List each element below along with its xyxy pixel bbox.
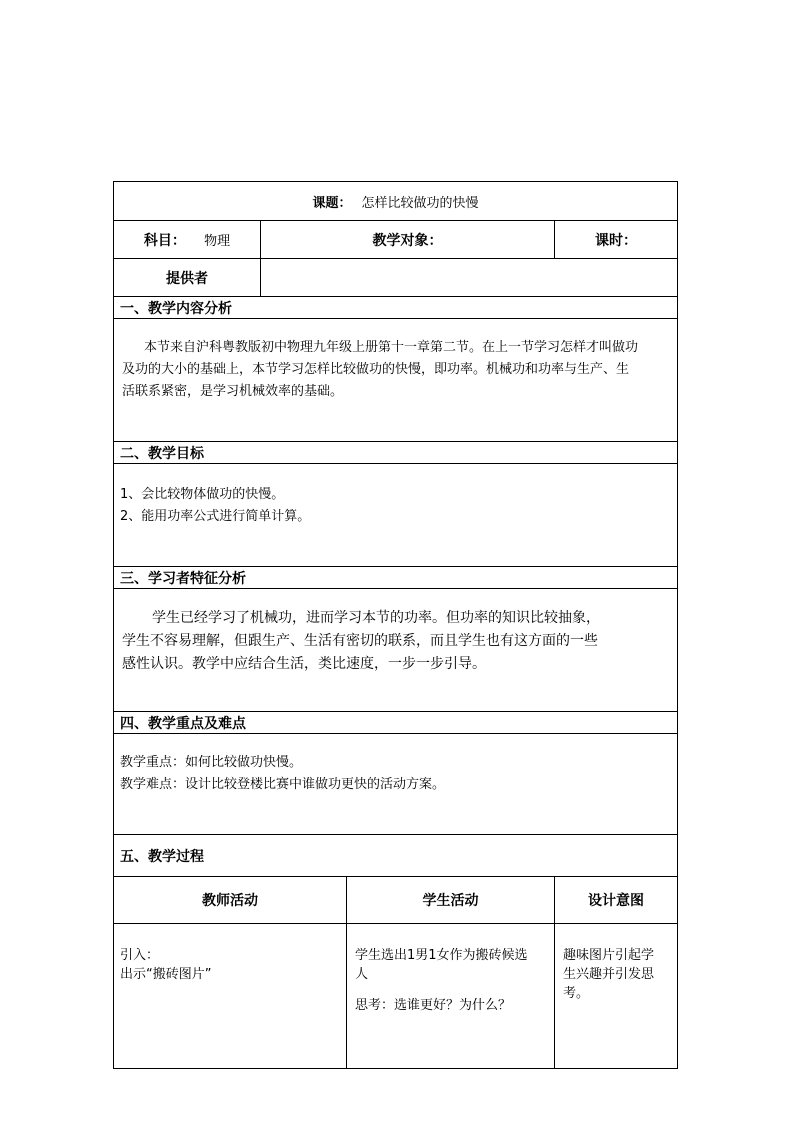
- section-heading: 五、教学过程: [114, 835, 678, 877]
- col-teacher-activity: 教师活动: [114, 877, 347, 924]
- topic-label: 课题：: [312, 195, 352, 211]
- keypoints-cell: [114, 734, 678, 835]
- audience-label: 教学对象：: [261, 221, 555, 259]
- col-design-intent: 设计意图: [555, 877, 678, 924]
- topic-row: [114, 182, 678, 221]
- section-heading-row: [114, 835, 678, 877]
- content-line: 及功的大小的基础上，本节学习怎样比较做功的快慢，即功率。机械功和功率与生产、生: [122, 362, 630, 377]
- keypoint-item: 教学难点：设计比较登楼比赛中谁做功更快的活动方案。: [120, 777, 446, 792]
- process-header-row: [114, 877, 678, 924]
- section-heading-row: [114, 297, 678, 319]
- topic-cell: [114, 182, 678, 221]
- learners-line: 学生不容易理解，但跟生产、生活有密切的联系，而且学生也有这方面的一些: [122, 633, 598, 649]
- process-row: [114, 924, 678, 1069]
- student-activity-cell: [347, 924, 555, 1069]
- intent-line: 生兴趣并引发思: [563, 967, 655, 982]
- content-analysis-cell: [114, 319, 678, 442]
- design-intent-cell: [555, 924, 678, 1069]
- learners-line: 感性认识。教学中应结合生活，类比速度，一步一步引导。: [122, 656, 486, 672]
- teacher-line: 引入：: [120, 948, 160, 963]
- period-label: 课时：: [555, 221, 678, 259]
- student-line: 思考：选谁更好？为什么？: [355, 998, 512, 1013]
- teacher-activity-cell: [114, 924, 347, 1069]
- meta-row: [114, 221, 678, 259]
- section-heading: 四、教学重点及难点: [114, 712, 678, 734]
- content-analysis-row: [114, 319, 678, 442]
- section-heading: 一、教学内容分析: [114, 297, 678, 319]
- student-line: 人: [355, 967, 369, 982]
- lesson-plan-document: [113, 181, 677, 1069]
- col-student-activity: 学生活动: [347, 877, 555, 924]
- keypoints-row: [114, 734, 678, 835]
- subject-cell: [114, 221, 261, 259]
- topic-value: 怎样比较做功的快慢: [361, 195, 479, 211]
- goal-item: 2、能用功率公式进行简单计算。: [120, 509, 311, 524]
- intent-line: 考。: [563, 986, 590, 1001]
- learners-line: 学生已经学习了机械功，进而学习本节的功率。但功率的知识比较抽象，: [152, 610, 600, 626]
- content-line: 活联系紧密，是学习机械效率的基础。: [122, 384, 344, 399]
- keypoint-item: 教学重点：如何比较做功快慢。: [120, 755, 303, 770]
- section-heading: 三、学习者特征分析: [114, 567, 678, 589]
- student-line: 学生选出1男1女作为搬砖候选: [355, 948, 528, 963]
- teacher-line: 出示“搬砖图片”: [120, 967, 212, 982]
- lesson-plan-table: [113, 181, 678, 1069]
- goals-row: [114, 464, 678, 567]
- section-heading-row: [114, 567, 678, 589]
- section-heading-row: [114, 442, 678, 464]
- provider-label: 提供者: [114, 259, 261, 297]
- content-line: 本节来自沪科粤教版初中物理九年级上册第十一章第二节。在上一节学习怎样才叫做功: [144, 340, 639, 355]
- intent-line: 趣味图片引起学: [563, 948, 655, 963]
- section-heading-row: [114, 712, 678, 734]
- subject-label: 科目：: [143, 232, 186, 249]
- goals-cell: [114, 464, 678, 567]
- learners-cell: [114, 589, 678, 712]
- provider-row: [114, 259, 678, 297]
- learners-row: [114, 589, 678, 712]
- section-heading: 二、教学目标: [114, 442, 678, 464]
- subject-value: 物理: [204, 233, 231, 249]
- goal-item: 1、会比较物体做功的快慢。: [120, 487, 285, 502]
- provider-value: [261, 259, 678, 297]
